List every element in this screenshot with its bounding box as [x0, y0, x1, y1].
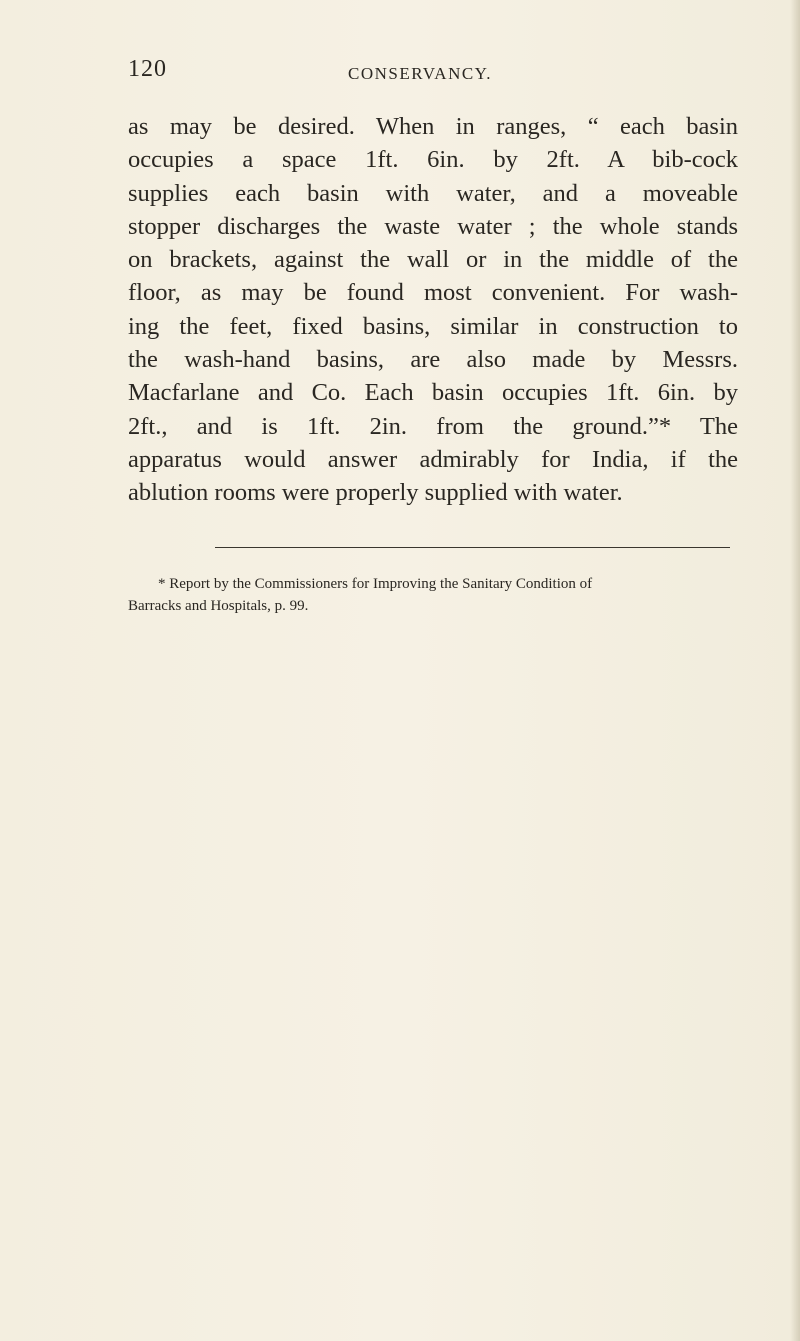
body-line: as may be desired. When in ranges, “ each basin: [128, 113, 738, 140]
page-number: 120: [128, 56, 167, 82]
body-line: stopper discharges the waste water ; the whole stands: [128, 212, 738, 240]
footnote-divider: [215, 547, 730, 548]
page-header: [128, 56, 748, 96]
page-edge-shadow: [790, 0, 800, 1341]
body-line: 2ft., and is 1ft. 2in. from the ground.”* The: [128, 412, 738, 440]
body-paragraph: [128, 110, 738, 510]
body-line: ing the feet, fixed basins, similar in construction to: [128, 312, 738, 340]
running-title: CONSERVANCY.: [348, 64, 493, 83]
footnote: [128, 573, 743, 617]
body-line: Macfarlane and Co. Each basin occupies 1ft. 6in. by: [128, 379, 738, 407]
body-line: floor, as may be found most convenient. For wash-: [128, 279, 738, 307]
body-line: apparatus would answer admirably for India, if the: [128, 445, 738, 473]
footnote-line: Barracks and Hospitals, p. 99.: [128, 598, 309, 614]
body-line: ablution rooms were properly supplied with water.: [128, 479, 623, 507]
footnote-line: * Report by the Commissioners for Improving the Sanitary Condition of: [158, 576, 593, 592]
body-line: the wash-hand basins, are also made by Messrs.: [128, 346, 738, 374]
body-line: supplies each basin with water, and a moveable: [128, 179, 738, 207]
body-line: on brackets, against the wall or in the middle of the: [128, 246, 738, 274]
body-line: occupies a space 1ft. 6in. by 2ft. A bib-cock: [128, 146, 738, 174]
